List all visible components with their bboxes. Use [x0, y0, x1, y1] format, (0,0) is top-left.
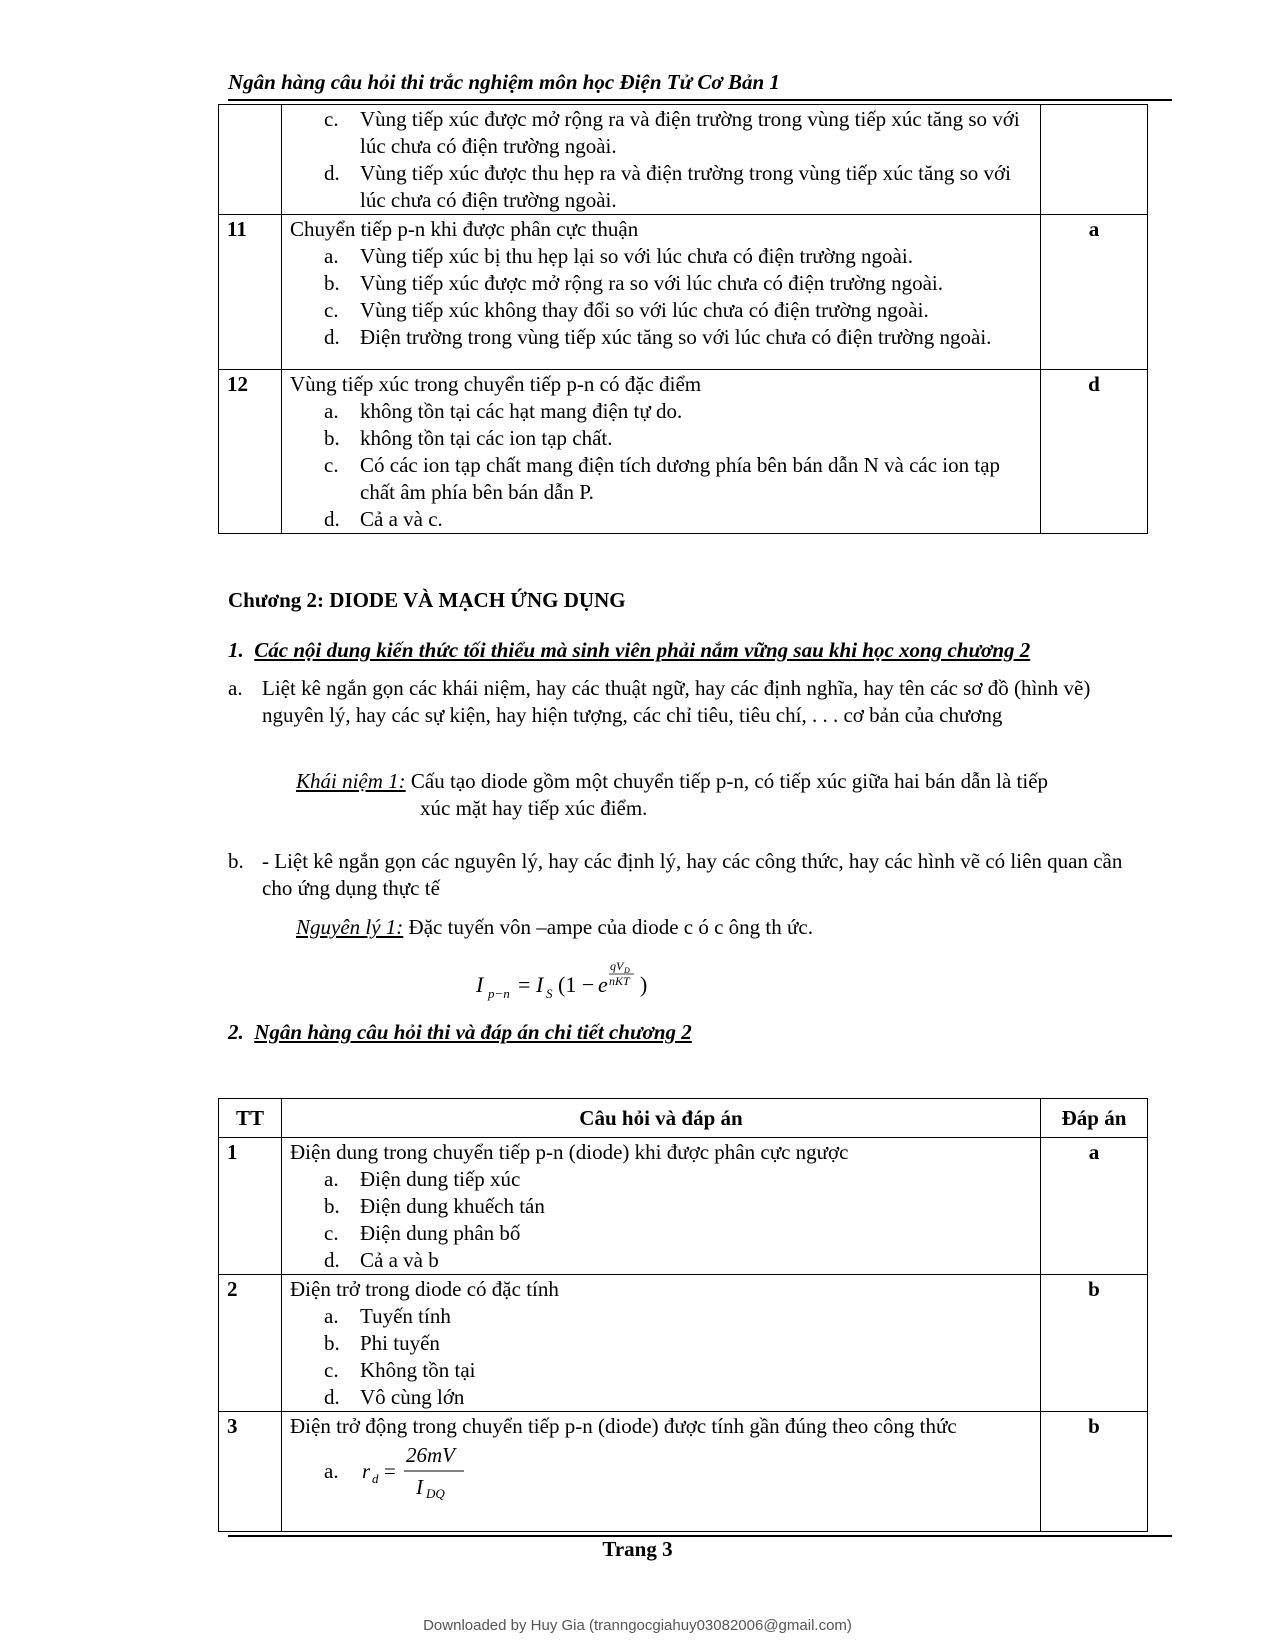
diode-current-formula [472, 952, 672, 1002]
download-note: Downloaded by Huy Gia (tranngocgiahuy03082006@gmail.com) [423, 1617, 852, 1634]
column-header-question: Câu hỏi và đáp án [282, 1099, 1041, 1138]
svg-text:p−n: p−n [488, 986, 510, 1001]
svg-text:(1 −: (1 − [558, 972, 595, 997]
table-row [219, 1138, 1148, 1275]
question-text: Điện trở động trong chuyển tiếp p-n (diode) được tính gần đúng theo công thức [290, 1414, 957, 1438]
answer-cell: d [1041, 370, 1148, 534]
option-item: a. Điện dung tiếp xúc [324, 1167, 521, 1191]
option-item: c. Điện dung phân bố [324, 1221, 521, 1245]
paragraph-a: a. Liệt kê ngắn gọn các khái niệm, hay các thuật ngữ, hay các định nghĩa, hay tên các sơ đồ (hình vẽ) nguyên lý, hay các sự kiện, hay hiện tượng, các chỉ tiêu, tiêu chí, . . . cơ bản của chương [228, 676, 1091, 727]
option-formula-row [290, 1440, 1032, 1502]
option-item: b. Vùng tiếp xúc được mở rộng ra so với lúc chưa có điện trường ngoài. [324, 271, 944, 295]
svg-text:): ) [640, 972, 648, 997]
principle-1 [296, 914, 1136, 941]
principle-label: Nguyên lý 1: [296, 915, 404, 939]
question-number: 11 [219, 215, 282, 370]
option-item: a. Vùng tiếp xúc bị thu hẹp lại so với lúc chưa có điện trường ngoài. [324, 244, 913, 268]
option-item: c. Vùng tiếp xúc không thay đổi so với lúc chưa có điện trường ngoài. [324, 298, 929, 322]
question-number: 2 [219, 1275, 282, 1412]
option-list [290, 106, 1032, 214]
question-text: Điện dung trong chuyển tiếp p-n (diode) khi được phân cực ngược [290, 1140, 849, 1164]
option-item: c. Có các ion tạp chất mang điện tích dương phía bên bán dẫn N và các ion tạp chất âm phía bên bán dẫn P. [324, 453, 1001, 504]
table-row [219, 1275, 1148, 1412]
option-item: b. Phi tuyến [324, 1331, 440, 1355]
table-row [219, 1412, 1148, 1532]
table-row [219, 215, 1148, 370]
concept-1 [296, 768, 1136, 822]
option-item: b. không tồn tại các ion tạp chất. [324, 426, 613, 450]
option-item: d. Cả a và c. [324, 507, 443, 531]
question-cell [282, 215, 1041, 370]
concept-label: Khái niệm 1: [296, 769, 406, 793]
option-list [290, 398, 1032, 533]
option-list [290, 243, 1032, 351]
option-item: d. Điện trường trong vùng tiếp xúc tăng so với lúc chưa có điện trường ngoài. [324, 325, 992, 349]
option-letter: a. [324, 1459, 339, 1483]
answer-cell: a [1041, 1138, 1148, 1275]
svg-text:S: S [546, 986, 553, 1001]
option-list [290, 1166, 1032, 1274]
question-number [219, 105, 282, 215]
question-text: Điện trở trong diode có đặc tính [290, 1277, 559, 1301]
answer-cell: b [1041, 1412, 1148, 1532]
section-heading-1: 1. Các nội dung kiến thức tối thiểu mà sinh viên phải nắm vững sau khi học xong chương 2 [228, 638, 1031, 662]
table-row [219, 370, 1148, 534]
question-cell [282, 1275, 1041, 1412]
svg-text:=: = [384, 1459, 396, 1483]
question-table-chapter2 [218, 1098, 1148, 1532]
question-cell [282, 1412, 1041, 1532]
dynamic-resistance-formula [360, 1440, 480, 1502]
option-list [290, 1303, 1032, 1411]
option-item: c. Không tồn tại [324, 1358, 476, 1382]
svg-text:I: I [476, 972, 484, 997]
question-text: Vùng tiếp xúc trong chuyển tiếp p-n có đặc điểm [290, 372, 702, 396]
question-table-chapter1 [218, 104, 1148, 534]
svg-text:r: r [362, 1459, 371, 1483]
table-row [219, 105, 1148, 215]
svg-text:26mV: 26mV [406, 1443, 455, 1467]
option-item: b. Điện dung khuếch tán [324, 1194, 545, 1218]
principle-text: Đặc tuyến vôn –ampe của diode c ó c ông th ức. [403, 915, 813, 939]
svg-text:=: = [518, 972, 531, 997]
question-text: Chuyển tiếp p-n khi được phân cực thuận [290, 217, 639, 241]
question-number: 1 [219, 1138, 282, 1275]
svg-text:I: I [536, 972, 544, 997]
question-cell [282, 1138, 1041, 1275]
svg-text:nKT: nKT [609, 974, 630, 988]
header-rule [228, 99, 1172, 101]
question-number: 12 [219, 370, 282, 534]
option-item: a. Tuyến tính [324, 1304, 451, 1328]
concept-text: Cấu tạo diode gồm một chuyển tiếp p-n, có tiếp xúc giữa hai bán dẫn là tiếp [405, 769, 1049, 793]
question-number: 3 [219, 1412, 282, 1532]
question-cell [282, 105, 1041, 215]
column-header-tt: TT [219, 1099, 282, 1138]
concept-text-cont: xúc mặt hay tiếp xúc điểm. [420, 796, 648, 820]
chapter-heading: Chương 2: DIODE VÀ MẠCH ỨNG DỤNG [228, 588, 626, 612]
column-header-answer: Đáp án [1041, 1099, 1148, 1138]
svg-text:qV: qV [610, 959, 624, 973]
svg-text:D: D [624, 966, 630, 975]
answer-cell: a [1041, 215, 1148, 370]
option-item: d. Vùng tiếp xúc được thu hẹp ra và điện trường trong vùng tiếp xúc tăng so với lúc chưa có điện trường ngoài. [324, 161, 1011, 212]
svg-text:DQ: DQ [426, 1486, 445, 1501]
running-header: Ngân hàng câu hỏi thi trắc nghiệm môn học Điện Tử Cơ Bản 1 [228, 70, 780, 94]
section-heading-2: 2. Ngân hàng câu hỏi thi và đáp án chi tiết chương 2 [228, 1020, 692, 1044]
table-header-row [219, 1099, 1148, 1138]
answer-cell [1041, 105, 1148, 215]
question-cell [282, 370, 1041, 534]
svg-text:d: d [372, 1471, 379, 1486]
option-item: d. Cả a và b [324, 1248, 439, 1272]
svg-text:e: e [598, 972, 608, 997]
page-number: Trang 3 [602, 1537, 673, 1561]
answer-cell: b [1041, 1275, 1148, 1412]
option-item: d. Vô cùng lớn [324, 1385, 465, 1409]
option-item: c. Vùng tiếp xúc được mở rộng ra và điện trường trong vùng tiếp xúc tăng so với lúc chưa có điện trường ngoài. [324, 107, 1020, 158]
svg-text:I: I [416, 1475, 423, 1499]
option-item: a. không tồn tại các hạt mang điện tự do. [324, 399, 683, 423]
paragraph-b: b. - Liệt kê ngắn gọn các nguyên lý, hay các định lý, hay các công thức, hay các hình vẽ có liên quan cần cho ứng dụng thực tế [228, 849, 1123, 900]
